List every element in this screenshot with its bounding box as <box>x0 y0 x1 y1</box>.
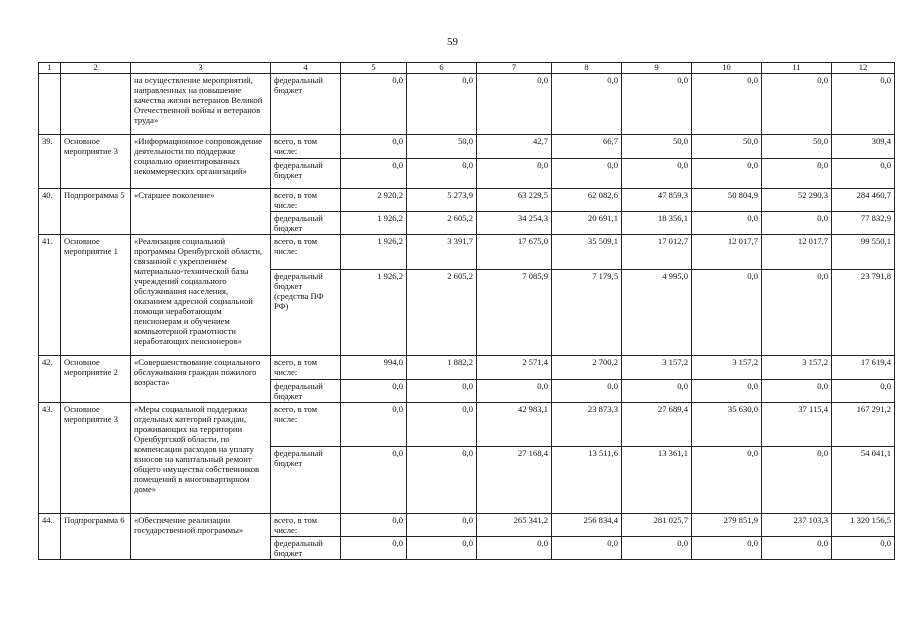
amount-cell: 17 619,4 <box>832 356 895 380</box>
amount-cell: 0,0 <box>341 74 407 135</box>
amount-cell: 27 168,4 <box>477 447 552 514</box>
row-type: Подпрограмма 5 <box>61 189 131 235</box>
row-name: «Совершенствование социального обслуживания граждан пожилого возраста» <box>131 356 271 403</box>
amount-cell: 37 115,4 <box>762 403 832 447</box>
row-type: Подпрограмма 6 <box>61 514 131 560</box>
amount-cell: 0,0 <box>407 514 477 537</box>
row-number: 42. <box>39 356 61 403</box>
row-name: на осуществление мероприятий, направленных на повышение качества жизни ветеранов Великой Отечественной войны и ветеранов труда» <box>131 74 271 135</box>
amount-cell: 0,0 <box>477 537 552 560</box>
amount-cell: 54 041,1 <box>832 447 895 514</box>
amount-cell: 0,0 <box>622 159 692 189</box>
table-row <box>39 514 895 537</box>
amount-cell: 0,0 <box>762 159 832 189</box>
column-header: 8 <box>552 63 622 74</box>
amount-cell: 50,0 <box>622 135 692 159</box>
amount-cell: 13 361,1 <box>622 447 692 514</box>
amount-cell: 0,0 <box>552 537 622 560</box>
amount-cell: 0,0 <box>762 212 832 235</box>
amount-cell: 0,0 <box>407 403 477 447</box>
amount-cell: 1 320 156,5 <box>832 514 895 537</box>
amount-cell: 0,0 <box>692 159 762 189</box>
table-row <box>39 403 895 447</box>
amount-cell: 2 571,4 <box>477 356 552 380</box>
table-row <box>39 74 895 135</box>
funding-source: федеральный бюджет <box>271 212 341 235</box>
amount-cell: 0,0 <box>832 537 895 560</box>
amount-cell: 0,0 <box>477 74 552 135</box>
amount-cell: 2 700,2 <box>552 356 622 380</box>
amount-cell: 0,0 <box>407 537 477 560</box>
amount-cell: 50 804,9 <box>692 189 762 212</box>
amount-cell: 0,0 <box>341 159 407 189</box>
page-number: 59 <box>447 36 458 48</box>
budget-table <box>38 62 895 560</box>
row-type <box>61 74 131 135</box>
amount-cell: 0,0 <box>832 159 895 189</box>
table-row <box>39 135 895 159</box>
amount-cell: 42 983,1 <box>477 403 552 447</box>
amount-cell: 27 689,4 <box>622 403 692 447</box>
amount-cell: 256 834,4 <box>552 514 622 537</box>
amount-cell: 0,0 <box>622 380 692 403</box>
amount-cell: 7 085,9 <box>477 270 552 356</box>
amount-cell: 0,0 <box>622 537 692 560</box>
row-number: 39. <box>39 135 61 189</box>
amount-cell: 3 391,7 <box>407 235 477 270</box>
amount-cell: 3 157,2 <box>692 356 762 380</box>
table-row <box>39 189 895 212</box>
funding-source: всего, в том числе: <box>271 189 341 212</box>
amount-cell: 0,0 <box>407 159 477 189</box>
row-type: Основное мероприятие 1 <box>61 235 131 356</box>
column-header: 5 <box>341 63 407 74</box>
column-header: 7 <box>477 63 552 74</box>
amount-cell: 0,0 <box>762 380 832 403</box>
amount-cell: 62 082,6 <box>552 189 622 212</box>
amount-cell: 0,0 <box>341 380 407 403</box>
amount-cell: 0,0 <box>622 74 692 135</box>
row-number <box>39 74 61 135</box>
amount-cell: 20 691,1 <box>552 212 622 235</box>
amount-cell: 0,0 <box>407 74 477 135</box>
column-header: 1 <box>39 63 61 74</box>
funding-source: федеральный бюджет <box>271 159 341 189</box>
amount-cell: 99 550,1 <box>832 235 895 270</box>
amount-cell: 42,7 <box>477 135 552 159</box>
amount-cell: 265 341,2 <box>477 514 552 537</box>
amount-cell: 0,0 <box>762 270 832 356</box>
funding-source: федеральный бюджет <box>271 380 341 403</box>
amount-cell: 309,4 <box>832 135 895 159</box>
column-header: 4 <box>271 63 341 74</box>
amount-cell: 1 882,2 <box>407 356 477 380</box>
funding-source: всего, в том числе: <box>271 235 341 270</box>
amount-cell: 23 873,3 <box>552 403 622 447</box>
funding-source: федеральный бюджет <box>271 447 341 514</box>
amount-cell: 5 273,9 <box>407 189 477 212</box>
amount-cell: 50,0 <box>407 135 477 159</box>
amount-cell: 2 605,2 <box>407 270 477 356</box>
amount-cell: 281 025,7 <box>622 514 692 537</box>
amount-cell: 13 511,6 <box>552 447 622 514</box>
amount-cell: 0,0 <box>692 212 762 235</box>
amount-cell: 17 675,0 <box>477 235 552 270</box>
funding-source: федеральный бюджет <box>271 537 341 560</box>
row-name: «Старшее поколение» <box>131 189 271 235</box>
row-number: 41. <box>39 235 61 356</box>
row-type: Основное мероприятие 2 <box>61 356 131 403</box>
amount-cell: 50,0 <box>762 135 832 159</box>
amount-cell: 279 851,9 <box>692 514 762 537</box>
amount-cell: 0,0 <box>762 74 832 135</box>
amount-cell: 66,7 <box>552 135 622 159</box>
amount-cell: 0,0 <box>692 447 762 514</box>
funding-source: федеральный бюджет (средства ПФ РФ) <box>271 270 341 356</box>
amount-cell: 17 012,7 <box>622 235 692 270</box>
table-row <box>39 356 895 380</box>
amount-cell: 35 630,0 <box>692 403 762 447</box>
amount-cell: 0,0 <box>832 74 895 135</box>
amount-cell: 0,0 <box>552 159 622 189</box>
amount-cell: 3 157,2 <box>622 356 692 380</box>
amount-cell: 2 920,2 <box>341 189 407 212</box>
row-type: Основное мероприятие 3 <box>61 135 131 189</box>
amount-cell: 0,0 <box>692 74 762 135</box>
amount-cell: 0,0 <box>692 380 762 403</box>
column-header: 2 <box>61 63 131 74</box>
amount-cell: 167 291,2 <box>832 403 895 447</box>
amount-cell: 0,0 <box>762 537 832 560</box>
table-row <box>39 235 895 270</box>
amount-cell: 1 926,2 <box>341 270 407 356</box>
row-number: 40. <box>39 189 61 235</box>
row-name: «Обеспечение реализации государственной программы» <box>131 514 271 560</box>
amount-cell: 0,0 <box>341 403 407 447</box>
funding-source: федеральный бюджет <box>271 74 341 135</box>
amount-cell: 284 460,7 <box>832 189 895 212</box>
funding-source: всего, в том числе: <box>271 356 341 380</box>
amount-cell: 237 103,3 <box>762 514 832 537</box>
amount-cell: 63 229,5 <box>477 189 552 212</box>
amount-cell: 0,0 <box>832 380 895 403</box>
amount-cell: 3 157,2 <box>762 356 832 380</box>
amount-cell: 77 832,9 <box>832 212 895 235</box>
amount-cell: 0,0 <box>762 447 832 514</box>
row-number: 44. <box>39 514 61 560</box>
amount-cell: 12 017,7 <box>692 235 762 270</box>
amount-cell: 0,0 <box>341 537 407 560</box>
amount-cell: 0,0 <box>552 74 622 135</box>
amount-cell: 50,0 <box>692 135 762 159</box>
funding-source: всего, в том числе: <box>271 514 341 537</box>
amount-cell: 2 605,2 <box>407 212 477 235</box>
amount-cell: 23 791,8 <box>832 270 895 356</box>
amount-cell: 47 859,3 <box>622 189 692 212</box>
amount-cell: 34 254,3 <box>477 212 552 235</box>
column-header: 3 <box>131 63 271 74</box>
amount-cell: 0,0 <box>692 270 762 356</box>
amount-cell: 35 509,1 <box>552 235 622 270</box>
row-type: Основное мероприятие 3 <box>61 403 131 514</box>
funding-source: всего, в том числе: <box>271 135 341 159</box>
funding-source: всего, в том числе: <box>271 403 341 447</box>
amount-cell: 52 290,3 <box>762 189 832 212</box>
amount-cell: 1 926,2 <box>341 212 407 235</box>
amount-cell: 0,0 <box>692 537 762 560</box>
table-body <box>39 74 895 560</box>
amount-cell: 12 017,7 <box>762 235 832 270</box>
amount-cell: 0,0 <box>341 135 407 159</box>
column-header: 10 <box>692 63 762 74</box>
column-header: 9 <box>622 63 692 74</box>
row-name: «Реализация социальной программы Оренбургской области, связанной с укреплением материально-технической базы учреждений социального обслуживания населения, оказанием адресной социальной помощи неработающим пенсионерам и обучением компьютерной грамотности неработающих пенсионеров» <box>131 235 271 356</box>
row-number: 43. <box>39 403 61 514</box>
amount-cell: 0,0 <box>477 380 552 403</box>
amount-cell: 18 356,1 <box>622 212 692 235</box>
amount-cell: 7 179,5 <box>552 270 622 356</box>
amount-cell: 4 995,0 <box>622 270 692 356</box>
amount-cell: 0,0 <box>341 447 407 514</box>
amount-cell: 0,0 <box>407 380 477 403</box>
amount-cell: 0,0 <box>477 159 552 189</box>
amount-cell: 0,0 <box>552 380 622 403</box>
amount-cell: 0,0 <box>407 447 477 514</box>
column-number-row <box>39 63 895 74</box>
amount-cell: 994,0 <box>341 356 407 380</box>
column-header: 11 <box>762 63 832 74</box>
amount-cell: 0,0 <box>341 514 407 537</box>
row-name: «Информационное сопровождение деятельности по поддержке социально ориентированных некоммерческих организаций» <box>131 135 271 189</box>
column-header: 6 <box>407 63 477 74</box>
amount-cell: 1 926,2 <box>341 235 407 270</box>
row-name: «Меры социальной поддержки отдельных категорий граждан, проживающих на территории Оренбургской области, по компенсации расходов на уплату взносов на капитальный ремонт общего имущества собственников помещений в многоквартирном доме» <box>131 403 271 514</box>
column-header: 12 <box>832 63 895 74</box>
